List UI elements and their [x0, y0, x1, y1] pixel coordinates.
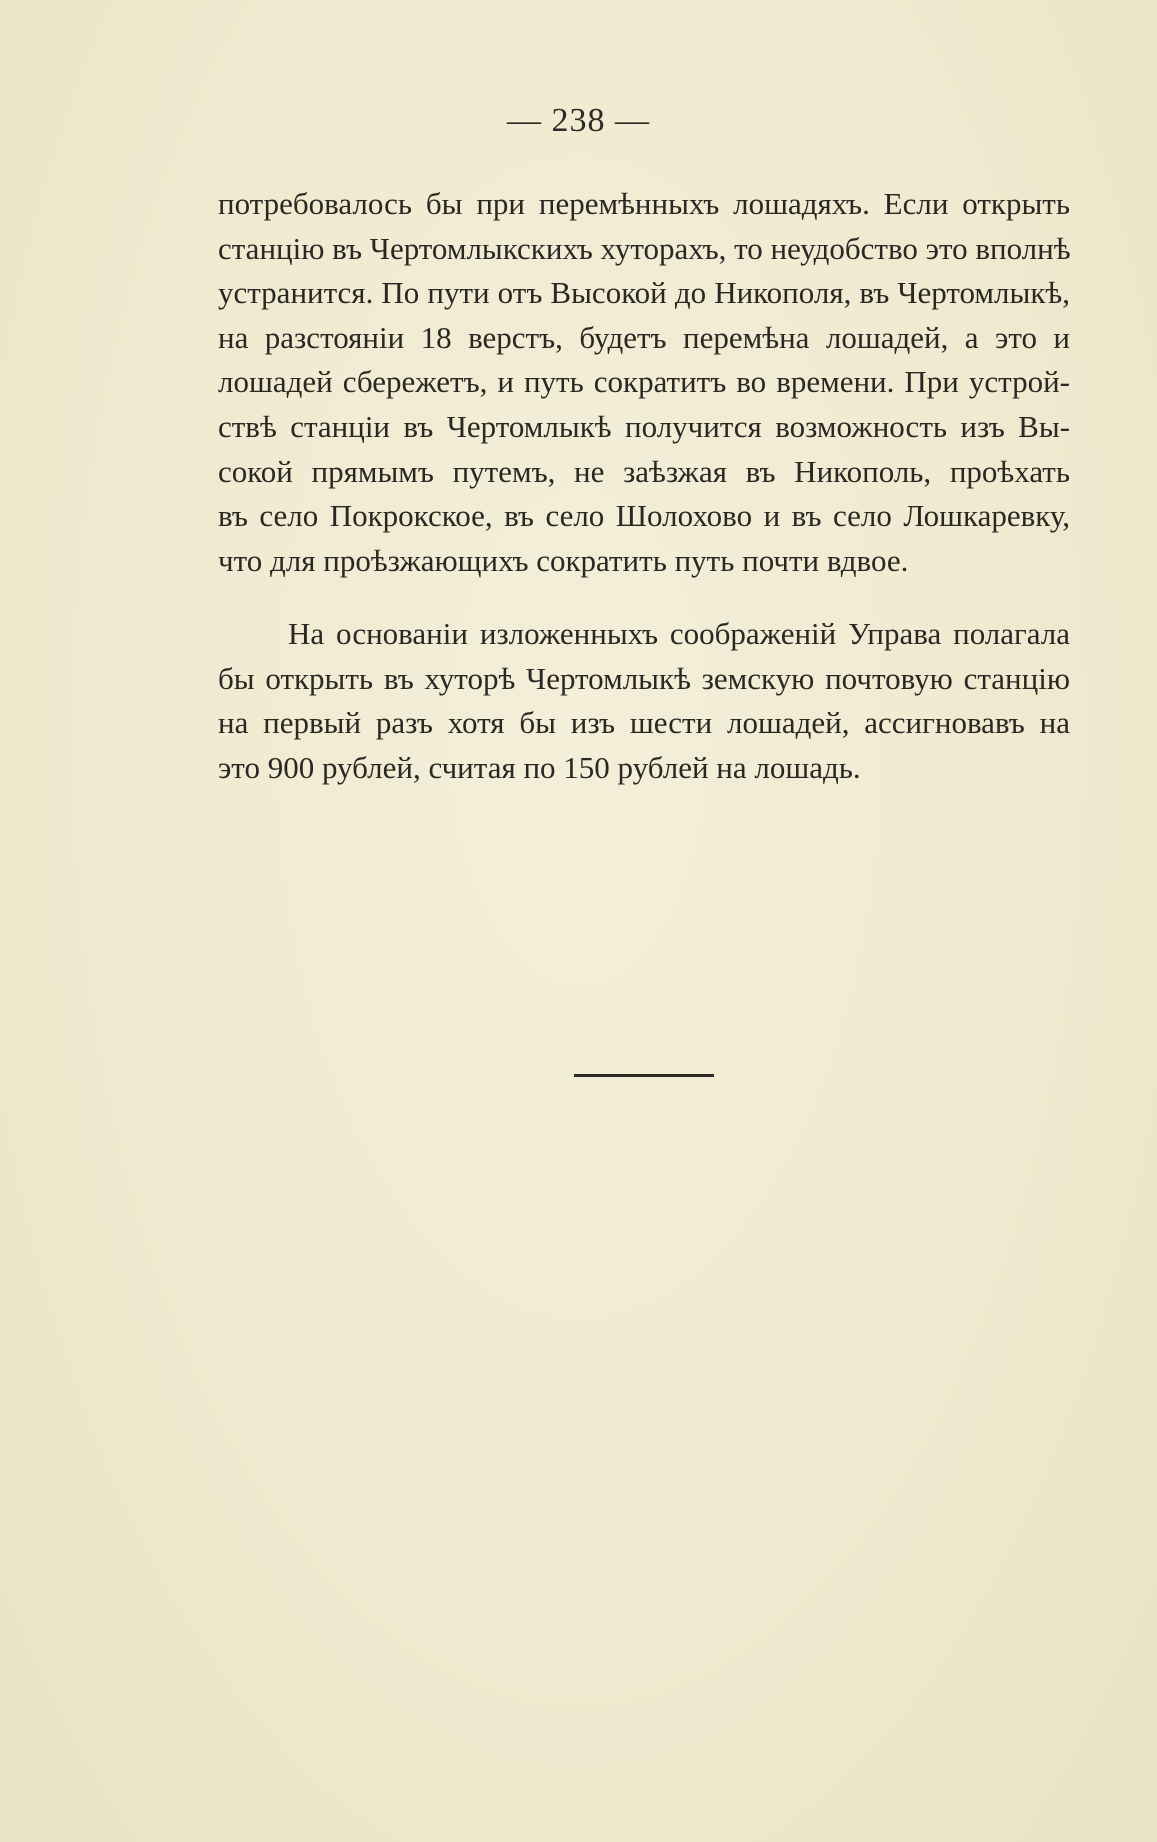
text-line: лошадей сбережетъ, и путь сократитъ во времени. При устрой-	[218, 364, 1070, 400]
text-line: На основаніи изложенныхъ соображеній Управа полагала	[288, 616, 1070, 651]
text-line: станцію въ Чертомлыкскихъ хуторахъ, то неудобство это вполнѣ	[218, 230, 1071, 266]
text-line: устранится. По пути отъ Высокой до Никополя, въ Чертомлыкѣ,	[218, 275, 1070, 311]
text-line: что для проѣзжающихъ сократить путь почти вдвое.	[218, 542, 909, 578]
text-line: потребовалось бы при перемѣнныхъ лошадяхъ. Если открыть	[218, 186, 1070, 221]
paragraph-1	[218, 182, 1070, 583]
text-line: сокой прямымъ путемъ, не заѣзжая въ Никополь, проѣхать	[218, 453, 1070, 489]
text-line: въ село Покрокское, въ село Шолохово и въ село Лошкаревку,	[218, 498, 1070, 534]
section-divider	[574, 1074, 714, 1077]
page-number: — 238 —	[507, 102, 650, 139]
text-line: на разстояніи 18 верстъ, будетъ перемѣна лошадей, а это и	[218, 319, 1070, 355]
text-line: на первый разъ хотя бы изъ шести лошадей, ассигновавъ на	[218, 705, 1070, 741]
text-line: это 900 рублей, считая по 150 рублей на лошадь.	[218, 749, 861, 785]
text-line: бы открыть въ хуторѣ Чертомлыкѣ земскую почтовую станцію	[218, 660, 1070, 696]
text-line: ствѣ станціи въ Чертомлыкѣ получится возможность изъ Вы-	[218, 408, 1070, 444]
paragraph-2	[218, 612, 1070, 790]
